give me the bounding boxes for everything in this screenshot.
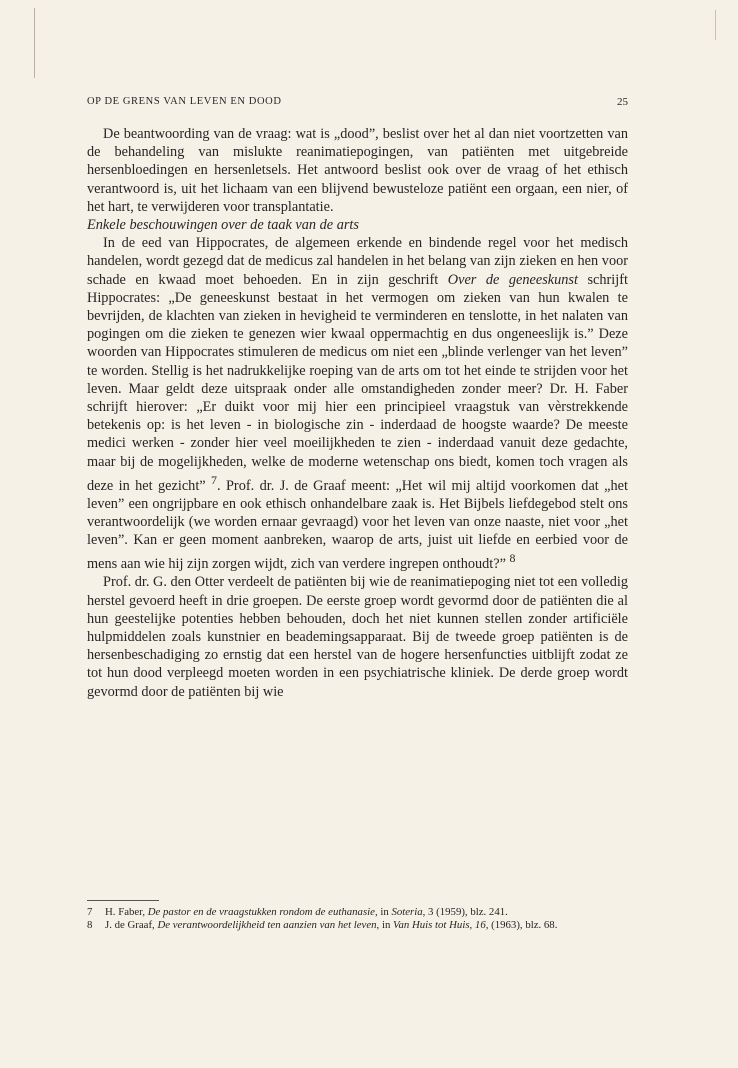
footnote-author: H. Faber, (105, 906, 148, 918)
paragraph-2-part-b: schrijft Hippocrates: „De geneeskunst bestaat in het vermogen om zieken van hun kwalen te bevrijden, de klachten van zieken in hevigheid te verminderen en tenslotte, in het nalaten van pogingen om die zieken te genezen wier kwaal oppermachtig en dus ongeneeslijk is.” Deze woorden van Hippocrates stimuleren de medicus om niet een „blinde verlenger van het leven” te worden. Stellig is het nadrukkelijke roeping van de arts om tot het einde te strijden voor het leven. Maar geldt deze uitspraak onder alle omstandigheden zonder meer? Dr. H. Faber schrijft hierover: „Er duikt voor mij hier een principieel vraagstuk van vèrstrekkende betekenis op: is het leven - in biologische zin - inderdaad de hoogste waarde? De meeste medici werken - zonder hier veel moeilijkheden te zien - inderdaad vanuit deze gedachte, maar bij de mogelijkheden, welke de moderne wetenschap ons biedt, komen toch vragen als deze in het gezicht” (87, 271, 628, 494)
footnote-text (105, 906, 628, 919)
running-head (87, 96, 628, 108)
footnote-source: Van Huis tot Huis, 16, (393, 918, 489, 931)
footnote-number: 7 (87, 906, 93, 918)
paragraph-2 (87, 234, 628, 573)
footnotes (87, 900, 628, 932)
footnote-title: De verantwoordelijkheid ten aanzien van het leven (157, 918, 377, 931)
page-number: 25 (617, 96, 628, 108)
paragraph-2-part-c: . Prof. dr. J. de Graaf meent: „Het wil mij altijd voorkomen dat „het leven” een ongrijpbare en ook ethisch onhandelbare zaak is. Het Bijbels liefdegebod stelt ons verantwoordelijk (we worden ernaar gevraagd) voor het leven van onze naaste, niet voor „het leven”. Kan er geen moment aanbreken, waarop de arts, juist uit liefde en eerbied voor de mens aan wie hij zijn zorgen wijdt, zich van verdere ingrepen onthoudt?” (87, 477, 628, 573)
footnote-source: Soteria (391, 906, 423, 918)
footnote-title: De pastor en de vraagstukken rondom de euthanasie (147, 906, 375, 918)
scan-edge-right (715, 10, 716, 40)
footnote-7 (87, 906, 628, 919)
paragraph-1: De beantwoording van de vraag: wat is „dood”, beslist over het al dan niet voortzetten van de behandeling van mislukte reanimatiepogingen, van patiënten met uitgebreide hersenbloedingen en hersenletsels. Het antwoord beslist ook over de vraag of het ethisch verantwoord is, uit het lichaam van een blijvend bewusteloze patiënt een orgaan, een nier, of het hart, te verwijderen voor transplantatie. (87, 126, 628, 215)
paragraph-2-part-a: In de eed van Hippocrates, de algemeen erkende en bindende regel voor het medisch handelen, wordt gezegd dat de medicus zal handelen in het belang van zijn zieken en hen voor schade en kwaad moet behoeden. En in zijn geschrift (87, 235, 628, 288)
footnote-connector: , in (376, 918, 394, 931)
footnote-rule (87, 900, 159, 901)
body-text (87, 125, 628, 701)
running-title: OP DE GRENS VAN LEVEN EN DOOD (87, 96, 282, 107)
paragraph-3: Prof. dr. G. den Otter verdeelt de patiënten bij wie de reanimatiepoging niet tot een volledig herstel gevoerd heeft in drie groepen. De eerste groep wordt gevormd door de patiënten die al hun geestelijke potenties hebben behouden, doch het niet kunnen stellen zonder artificiële hulpmiddelen zoals kunstnier en beademingsapparaat. Bij de tweede groep patiënten is de hersenbeschadiging zo ernstig dat een herstel van de hogere hersenfuncties uitblijft zodat ze tot hun dood verpleegd moeten worden in een psychiatrische kliniek. De derde groep wordt gevormd door de patiënten bij wie (87, 574, 628, 700)
footnote-tail: , 3 (1959), blz. 241. (422, 906, 508, 918)
footnote-tail: (1963), blz. 68. (488, 918, 558, 931)
footnote-author: J. de Graaf, (105, 918, 158, 931)
footnote-text (105, 919, 628, 932)
footnote-ref-8: 8 (509, 551, 516, 566)
section-heading: Enkele beschouwingen over de taak van de arts (87, 217, 359, 234)
footnote-number: 8 (87, 918, 93, 931)
footnote-ref-7: 7 (211, 472, 217, 487)
page-content (87, 96, 628, 701)
book-title: Over de geneeskunst (447, 271, 578, 288)
scan-edge-left (34, 8, 35, 78)
footnote-connector: , in (374, 906, 392, 918)
footnote-8 (87, 919, 628, 932)
